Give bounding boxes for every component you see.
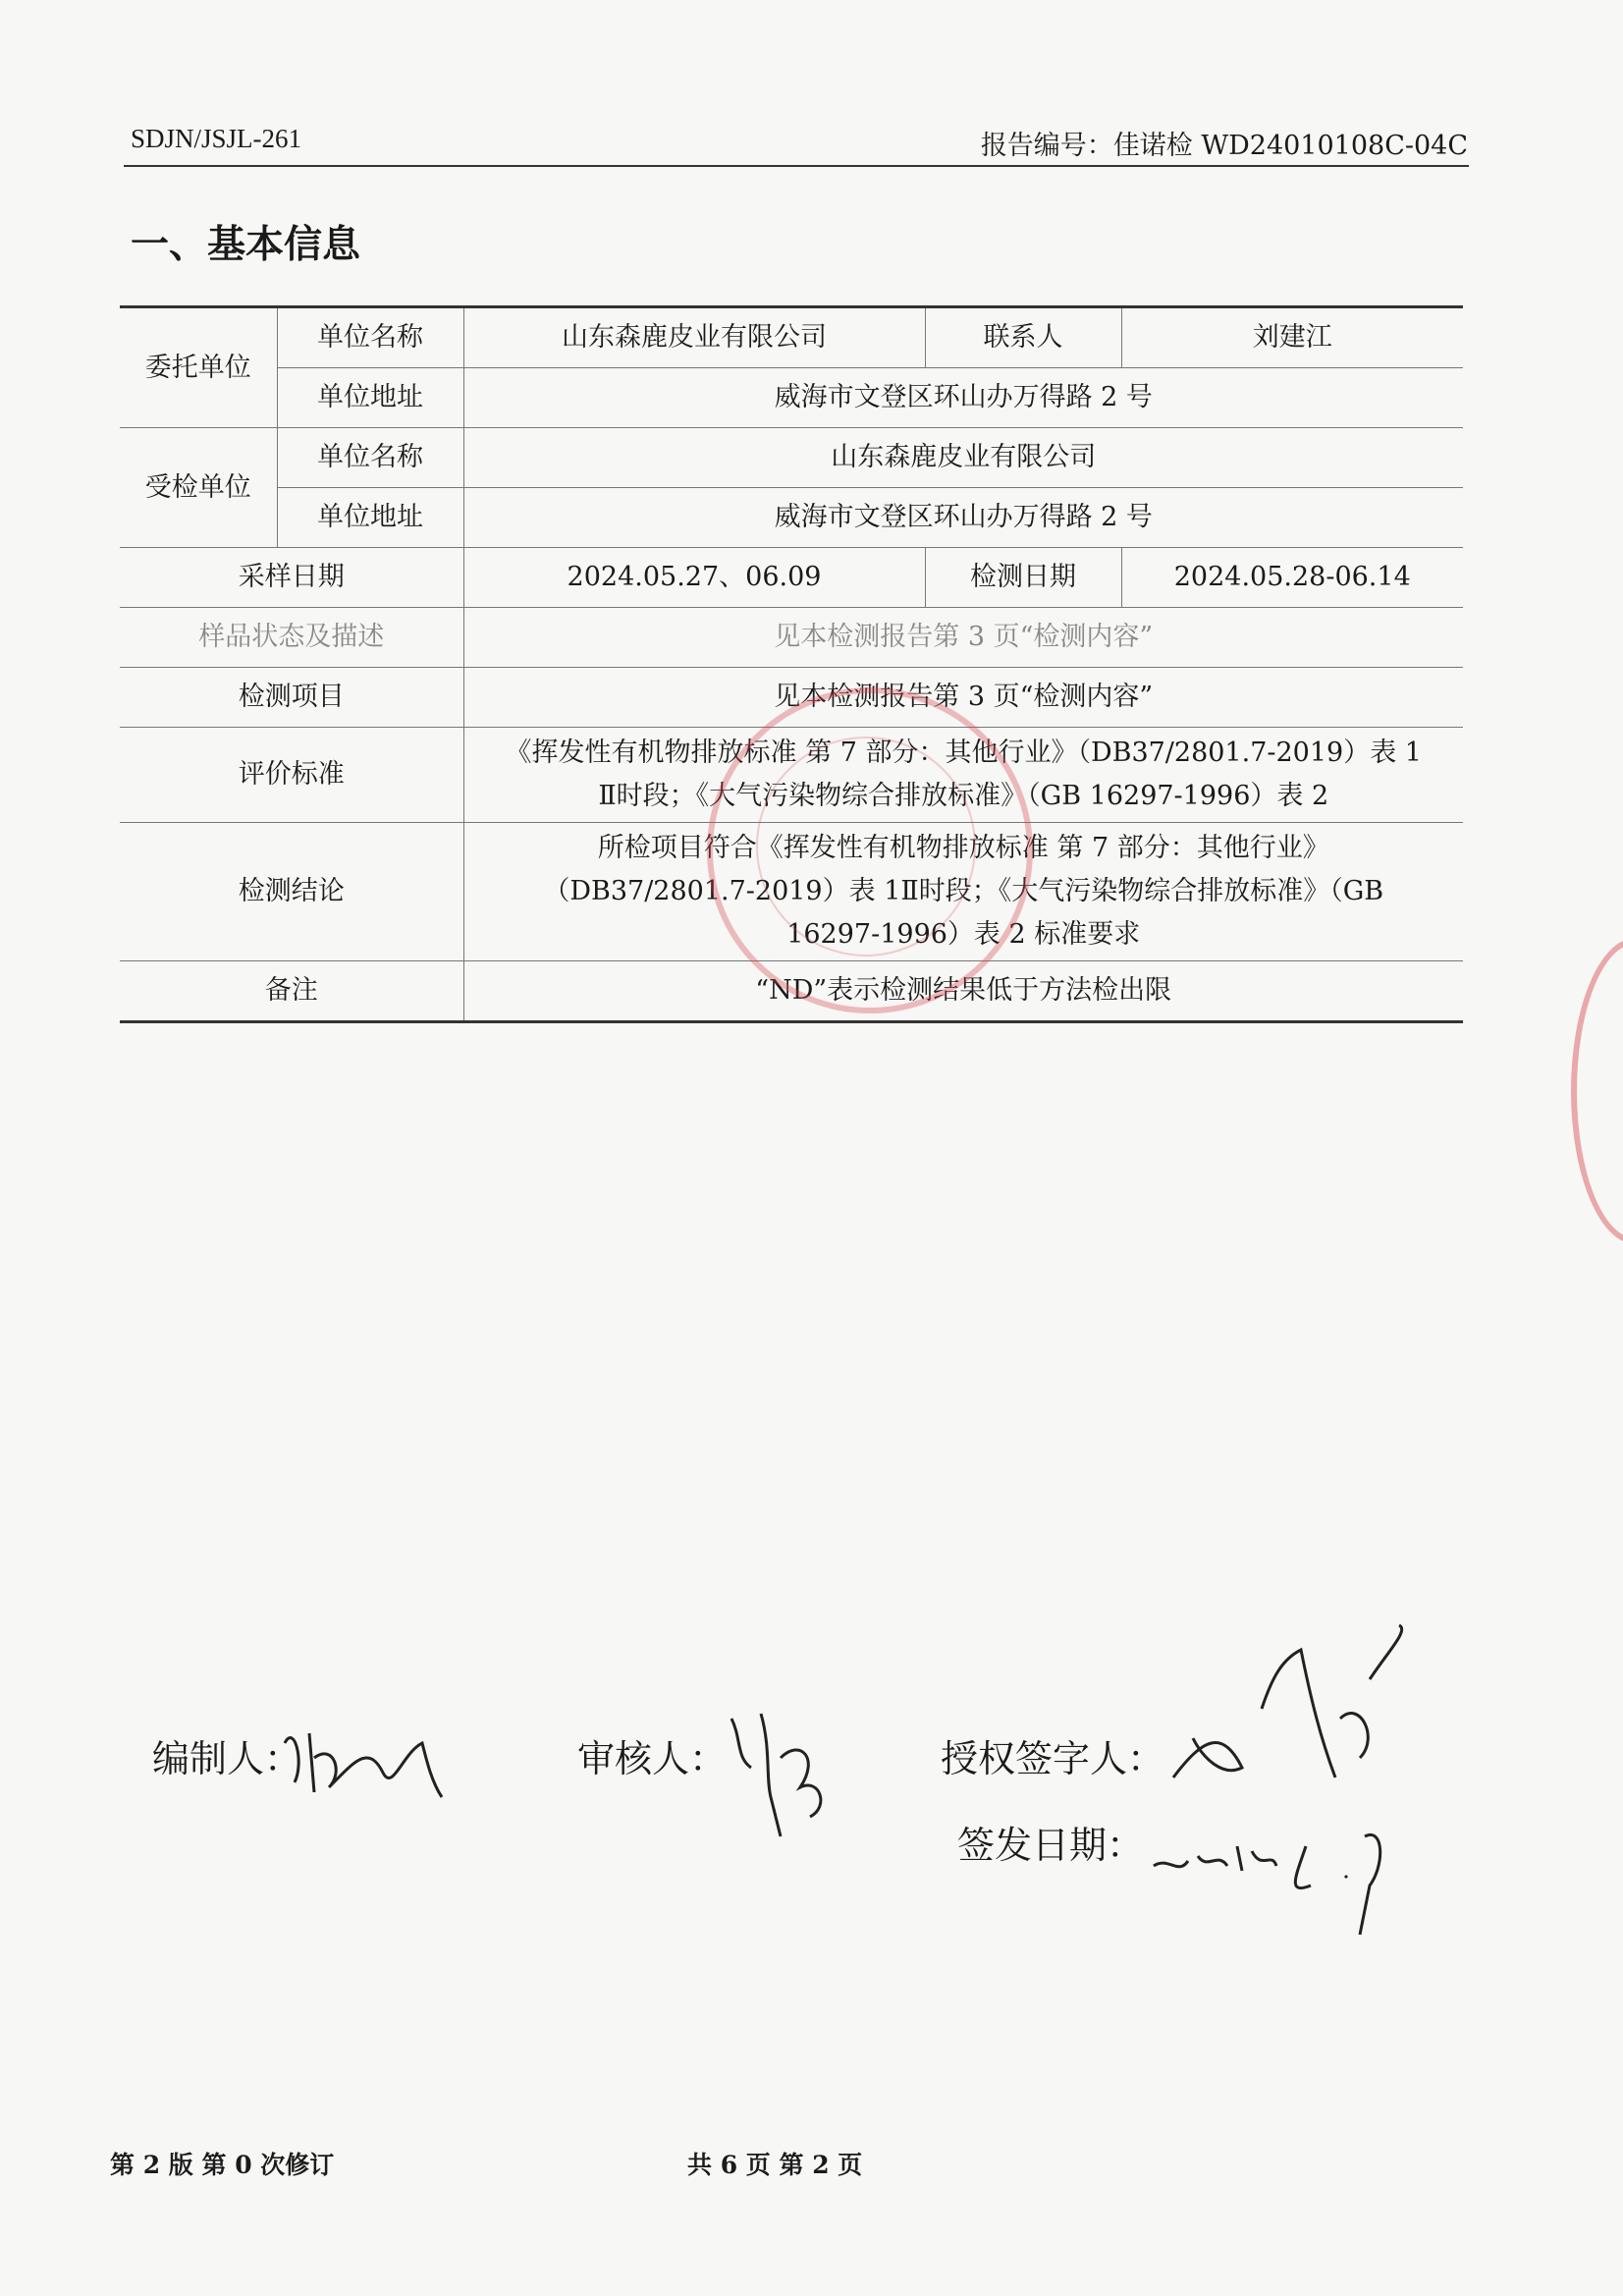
eval-std-label: 评价标准: [120, 728, 463, 823]
test-items-label: 检测项目: [120, 668, 463, 728]
sampling-date-label: 采样日期: [120, 548, 463, 608]
test-date-label: 检测日期: [925, 548, 1121, 608]
page-info: 共 6 页 第 2 页: [687, 2151, 863, 2179]
inspected-group-label: 受检单位: [120, 428, 277, 548]
section-title: 一、基本信息: [131, 222, 361, 267]
eval-std: [463, 728, 1463, 823]
sign-date-handwritten: [1149, 1827, 1404, 1944]
compiler-signature: [275, 1704, 452, 1812]
doc-code: SDJN/JSJL-261: [131, 124, 302, 153]
test-date: 2024.05.28-06.14: [1121, 548, 1463, 608]
conclusion: [463, 823, 1463, 961]
table-row: [120, 608, 1463, 668]
client-addr-label: 单位地址: [277, 368, 463, 428]
reviewer-label: 审核人：: [577, 1737, 728, 1780]
table-row: [120, 368, 1463, 428]
eval-std-line: Ⅱ时段；《大气污染物综合排放标准》（GB 16297-1996）表 2: [598, 781, 1329, 811]
table-row: [120, 548, 1463, 608]
table-row: [120, 728, 1463, 823]
conclusion-line: 所检项目符合《挥发性有机物排放标准 第 7 部分：其他行业》: [597, 833, 1329, 863]
inspected-addr: 威海市文登区环山办万得路 2 号: [463, 488, 1463, 548]
table-row: [120, 961, 1463, 1022]
sample-state-label: 样品状态及描述: [120, 608, 463, 668]
remark-label: 备注: [120, 961, 463, 1022]
reviewer-signature: [712, 1699, 849, 1846]
signer-signature: [1163, 1620, 1419, 1797]
table-row: [120, 668, 1463, 728]
client-name: 山东森鹿皮业有限公司: [463, 307, 925, 368]
table-row: [120, 823, 1463, 961]
version-info: 第 2 版 第 0 次修订: [110, 2151, 335, 2179]
signer-label: 授权签字人：: [941, 1737, 1165, 1780]
table-row: [120, 307, 1463, 368]
sign-date-label: 签发日期：: [957, 1824, 1145, 1867]
sampling-date: 2024.05.27、06.09: [463, 548, 925, 608]
header-divider: [124, 165, 1469, 167]
client-name-label: 单位名称: [277, 307, 463, 368]
conclusion-label: 检测结论: [120, 823, 463, 961]
client-group-label: 委托单位: [120, 307, 277, 428]
contact-label: 联系人: [925, 307, 1121, 368]
report-number: 报告编号：佳诺检 WD24010108C-04C: [980, 131, 1468, 161]
edge-seal-stamp: [1571, 938, 1623, 1244]
compiler-label: 编制人：: [152, 1737, 302, 1780]
eval-std-line: 《挥发性有机物排放标准 第 7 部分：其他行业》（DB37/2801.7-2019）表 1: [505, 738, 1422, 768]
test-items: 见本检测报告第 3 页“检测内容”: [463, 668, 1463, 728]
contact: 刘建江: [1121, 307, 1463, 368]
table-row: [120, 428, 1463, 488]
table-row: [120, 488, 1463, 548]
inspected-name-label: 单位名称: [277, 428, 463, 488]
conclusion-line: （DB37/2801.7-2019）表 1Ⅱ时段；《大气污染物综合排放标准》（GB: [543, 876, 1384, 906]
basic-info-table: [120, 305, 1463, 1023]
client-addr: 威海市文登区环山办万得路 2 号: [463, 368, 1463, 428]
conclusion-line: 16297-1996）表 2 标准要求: [786, 919, 1141, 950]
inspected-name: 山东森鹿皮业有限公司: [463, 428, 1463, 488]
sample-state: 见本检测报告第 3 页“检测内容”: [463, 608, 1463, 668]
remark: “ND”表示检测结果低于方法检出限: [463, 961, 1463, 1022]
inspected-addr-label: 单位地址: [277, 488, 463, 548]
